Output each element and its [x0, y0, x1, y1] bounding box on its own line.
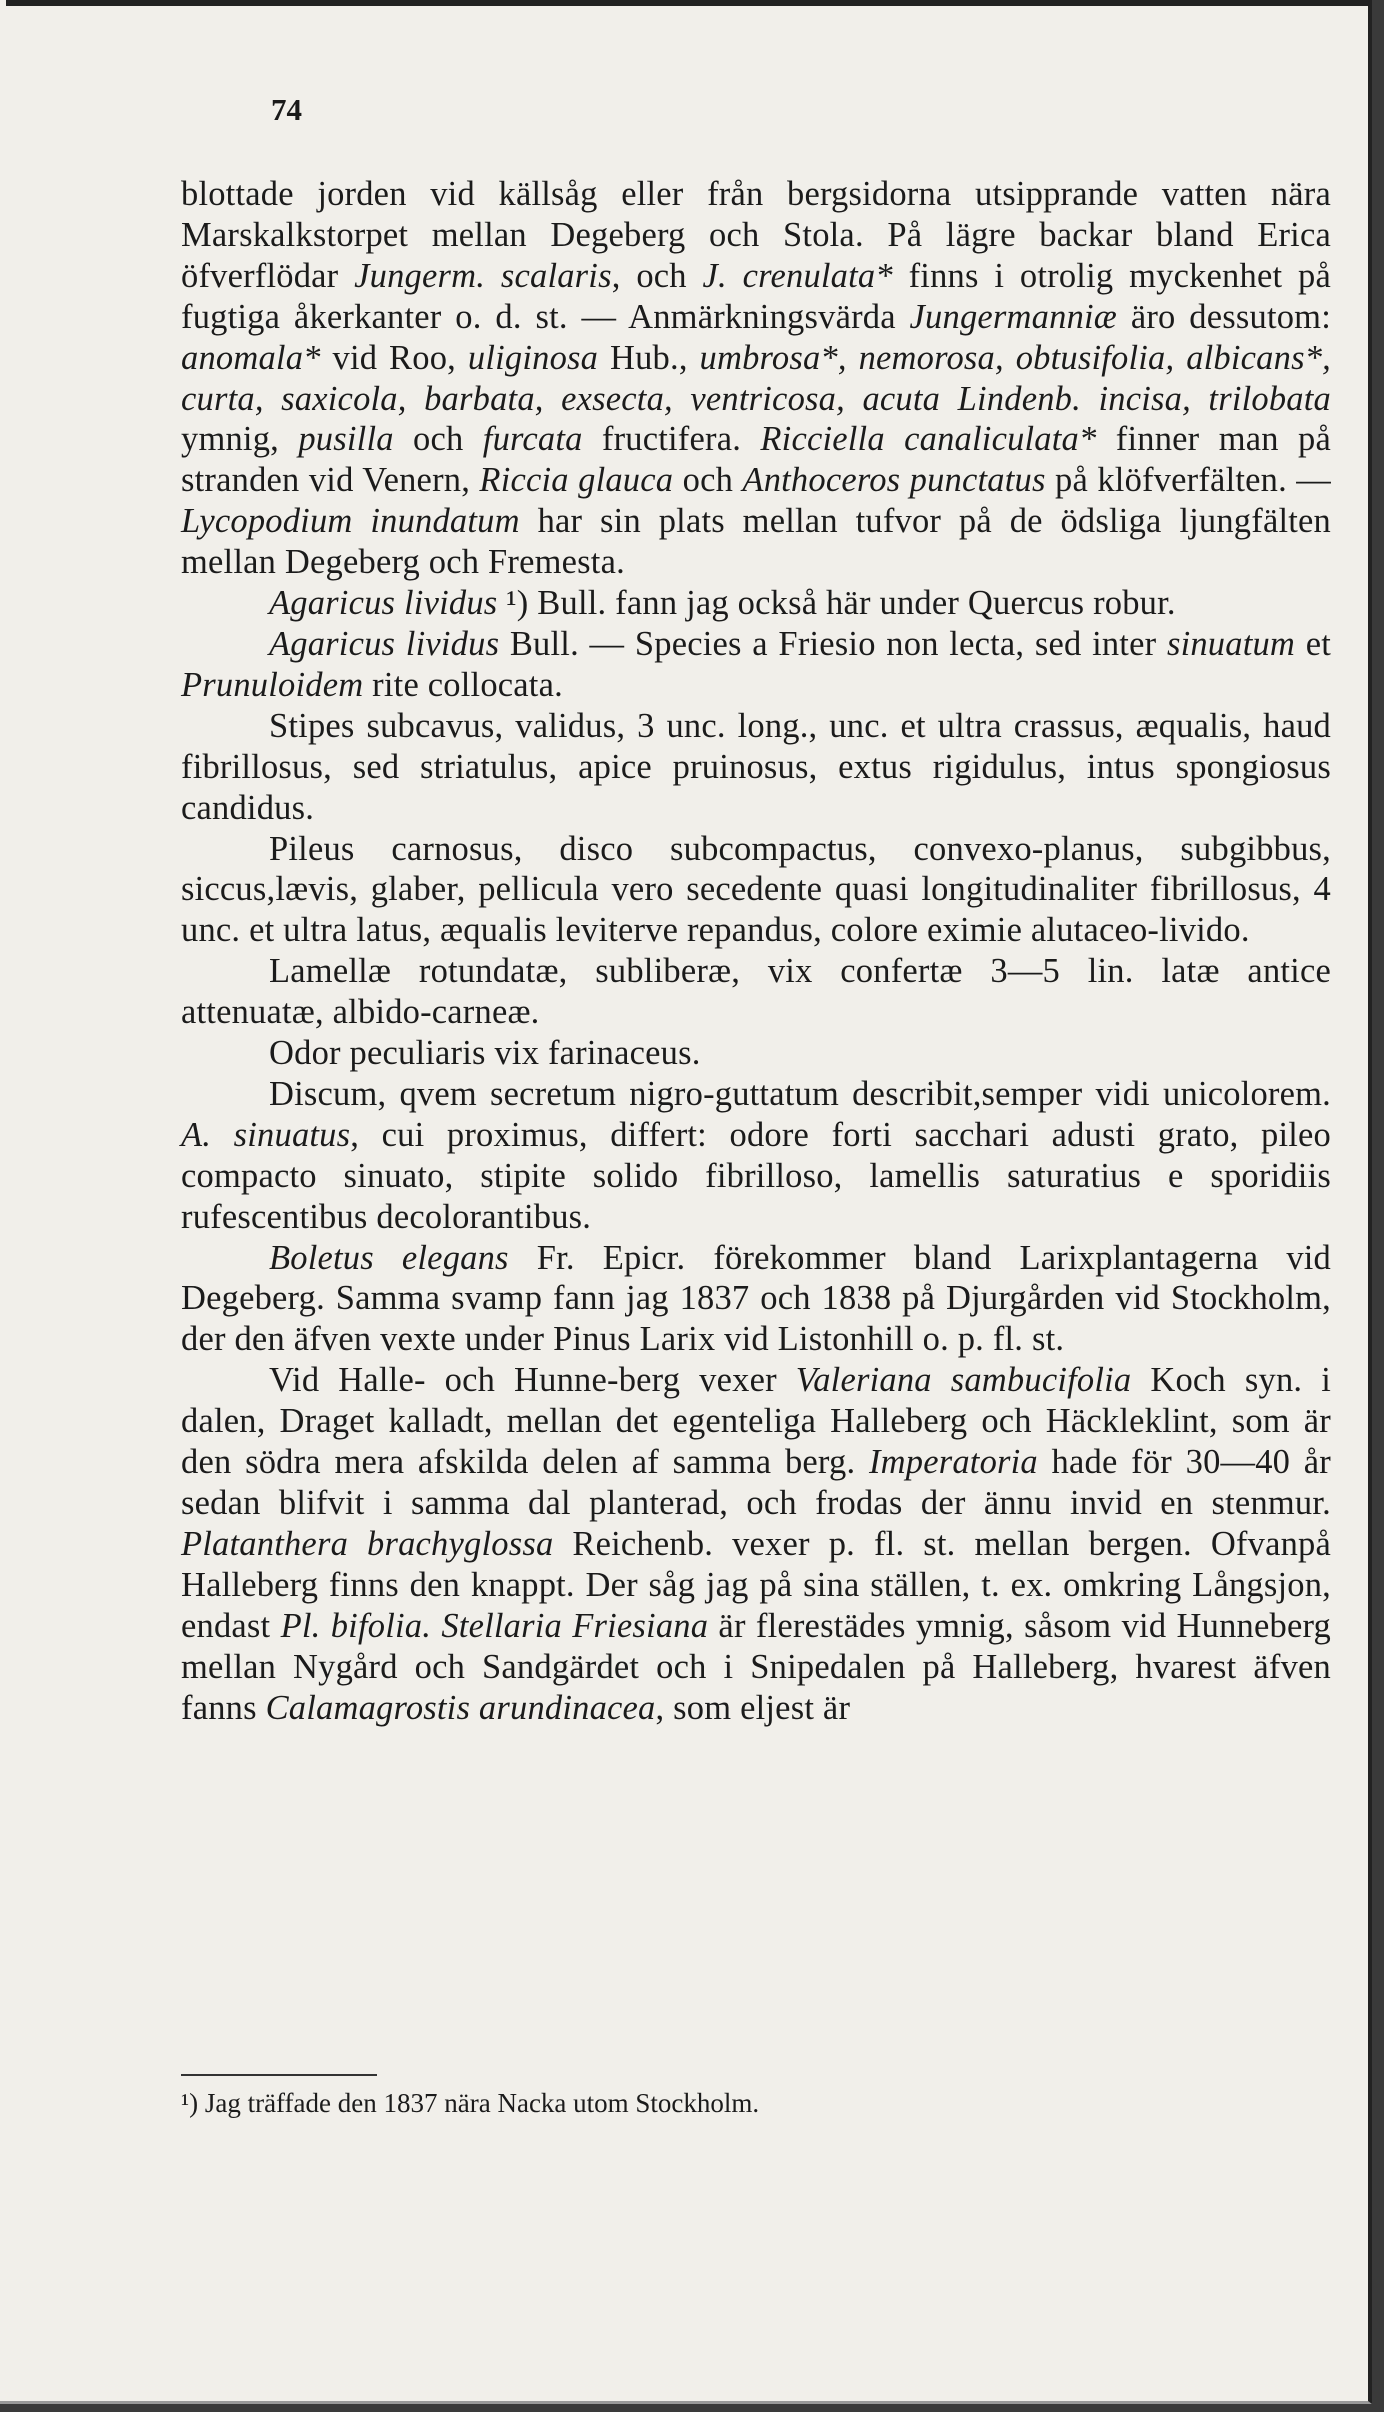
italic-term: Agaricus lividus	[269, 624, 500, 663]
italic-term: Jungermanniæ	[909, 297, 1118, 336]
text-run: Koch syn. i dalen, Draget kalladt, mellan det egenteliga Halleberg och Häckleklint, som är den södra mera afskilda delen af samma berg.	[181, 1361, 1331, 1482]
text-run: blottade jorden vid källsåg eller från bergsidorna utsipprande vatten nära Marskalkstorpet mellan Degeberg och Stola. På lägre backar bland Erica öfverflödar	[181, 175, 1331, 295]
italic-term: furcata	[482, 420, 583, 459]
text-run: finner man på stranden vid Venern,	[181, 420, 1332, 500]
text-run: Discum, qvem secretum nigro-guttatum describit,semper vidi unicolorem.	[269, 1074, 1331, 1113]
text-run: , som eljest är	[655, 1688, 851, 1727]
italic-term: Jungerm. scalaris	[354, 256, 612, 295]
text-run: rite collocata.	[363, 665, 563, 704]
text-run: Pileus carnosus, disco subcompactus, convexo-planus, subgibbus, siccus,lævis, glaber, pellicula vero secedente quasi longitudinaliter fibrillosus, 4 unc. et ultra latus, æqualis leviterve repandus, colore eximie alutaceo-livido.	[181, 829, 1331, 950]
italic-term: Boletus elegans	[269, 1238, 509, 1277]
italic-term: J. crenulata*	[702, 256, 893, 295]
italic-term: Agaricus lividus	[269, 584, 498, 623]
paragraph	[181, 706, 1331, 829]
text-run: Vid Halle- och Hunne-berg vexer	[269, 1361, 796, 1400]
paragraph	[181, 951, 1331, 1033]
italic-term: Platanthera brachyglossa	[181, 1524, 554, 1563]
footnote: ¹) Jag träffade den 1837 nära Nacka utom Stockholm.	[181, 2088, 760, 2118]
page-number: 74	[271, 92, 302, 127]
text-run: vid Roo,	[320, 338, 468, 377]
italic-term: Prunuloidem	[181, 665, 364, 704]
paragraph	[181, 1360, 1331, 1728]
italic-term: Riccia glauca	[479, 461, 674, 500]
text-run: hade för 30—40 år sedan blifvit i samma dal planterad, och frodas der ännu invid en stenmur.	[181, 1443, 1331, 1522]
paragraph	[181, 1074, 1331, 1238]
italic-term: Anthoceros punctatus	[742, 461, 1046, 500]
text-run: på klöfverfälten. —	[1045, 461, 1332, 500]
italic-term: pusilla	[298, 420, 394, 459]
scan-top-edge	[6, 0, 1368, 6]
page-body-text	[181, 174, 1331, 1728]
italic-term: Imperatoria	[868, 1443, 1038, 1482]
text-run: Odor peculiaris vix farinaceus.	[269, 1034, 701, 1073]
italic-term: Stellaria Friesiana	[441, 1606, 709, 1645]
italic-term: Ricciella canaliculata*	[760, 420, 1097, 459]
paragraph	[181, 829, 1331, 952]
paragraph	[181, 583, 1331, 624]
italic-term: A. sinuatus	[181, 1115, 351, 1154]
paragraph	[181, 1238, 1331, 1361]
text-run: Lamellæ rotundatæ, subliberæ, vix confertæ 3—5 lin. latæ antice attenuatæ, albido-carneæ.	[181, 952, 1331, 1032]
italic-term: Calamagrostis arundinacea	[265, 1688, 656, 1727]
italic-term: Pl. bifolia.	[280, 1606, 432, 1645]
text-run: Bull. — Species a Friesio non lecta, sed inter	[499, 624, 1167, 663]
text-run: Hub.,	[598, 338, 700, 377]
italic-term: Lycopodium inundatum	[181, 502, 520, 541]
text-run: fructifera.	[582, 420, 761, 459]
text-run: Stipes subcavus, validus, 3 unc. long., unc. et ultra crassus, æqualis, haud fibrillosus, sed striatulus, apice pruinosus, extus rigidulus, intus spongiosus candidus.	[181, 706, 1331, 827]
text-run: , och	[611, 256, 703, 295]
paragraph	[181, 1033, 1331, 1074]
text-run: ¹) Bull. fann jag också här under Quercus robur.	[497, 584, 1176, 623]
text-run: är flerestädes ymnig, såsom vid Hunneberg mellan Nygård och Sandgärdet och i Snipedalen på Halleberg, hvarest äfven fanns	[181, 1606, 1331, 1727]
text-run: ymnig,	[181, 420, 299, 459]
italic-term: sinuatum	[1166, 624, 1296, 663]
paragraph	[181, 624, 1331, 706]
text-run	[431, 1607, 441, 1645]
text-run: Fr. Epicr. förekommer bland Larixplantagerna vid Degeberg. Samma svamp fann jag 1837 och 1838 på Djurgården vid Stockholm, der den äfven vexte under Pinus Larix vid Listonhill o. p. fl. st.	[181, 1238, 1332, 1359]
italic-term: uliginosa	[467, 338, 599, 377]
text-run: , cui proximus, differt: odore forti sacchari adusti grato, pileo compacto sinuato, stipite solido fibrilloso, lamellis saturatius e sporidiis rufescentibus decolorantibus.	[181, 1115, 1332, 1236]
italic-term: Valeriana sambucifolia	[795, 1361, 1132, 1400]
text-run: äro dessutom:	[1117, 297, 1331, 336]
text-run: Reichenb. vexer p. fl. st. mellan bergen. Ofvanpå Halleberg finns den knappt. Der såg jag på sina ställen, t. ex. omkring Långsjon, endast	[181, 1524, 1331, 1645]
text-run: et	[1295, 624, 1331, 663]
italic-term: umbrosa*, nemorosa, obtusifolia, albicans*, curta, saxicola, barbata, exsecta, ventricosa, acuta Lindenb. incisa, trilobata	[181, 338, 1331, 418]
paragraph	[181, 174, 1331, 583]
text-run: finns i otrolig myckenhet på fugtiga åkerkanter o. d. st. — Anmärkningsvärda	[181, 256, 1331, 336]
text-run: och	[393, 420, 483, 459]
italic-term: anomala*	[181, 338, 321, 377]
text-run: har sin plats mellan tufvor på de ödsliga ljungfälten mellan Degeberg och Fremesta.	[181, 502, 1331, 582]
text-run: och	[673, 461, 743, 500]
footnote-rule	[181, 2074, 377, 2076]
